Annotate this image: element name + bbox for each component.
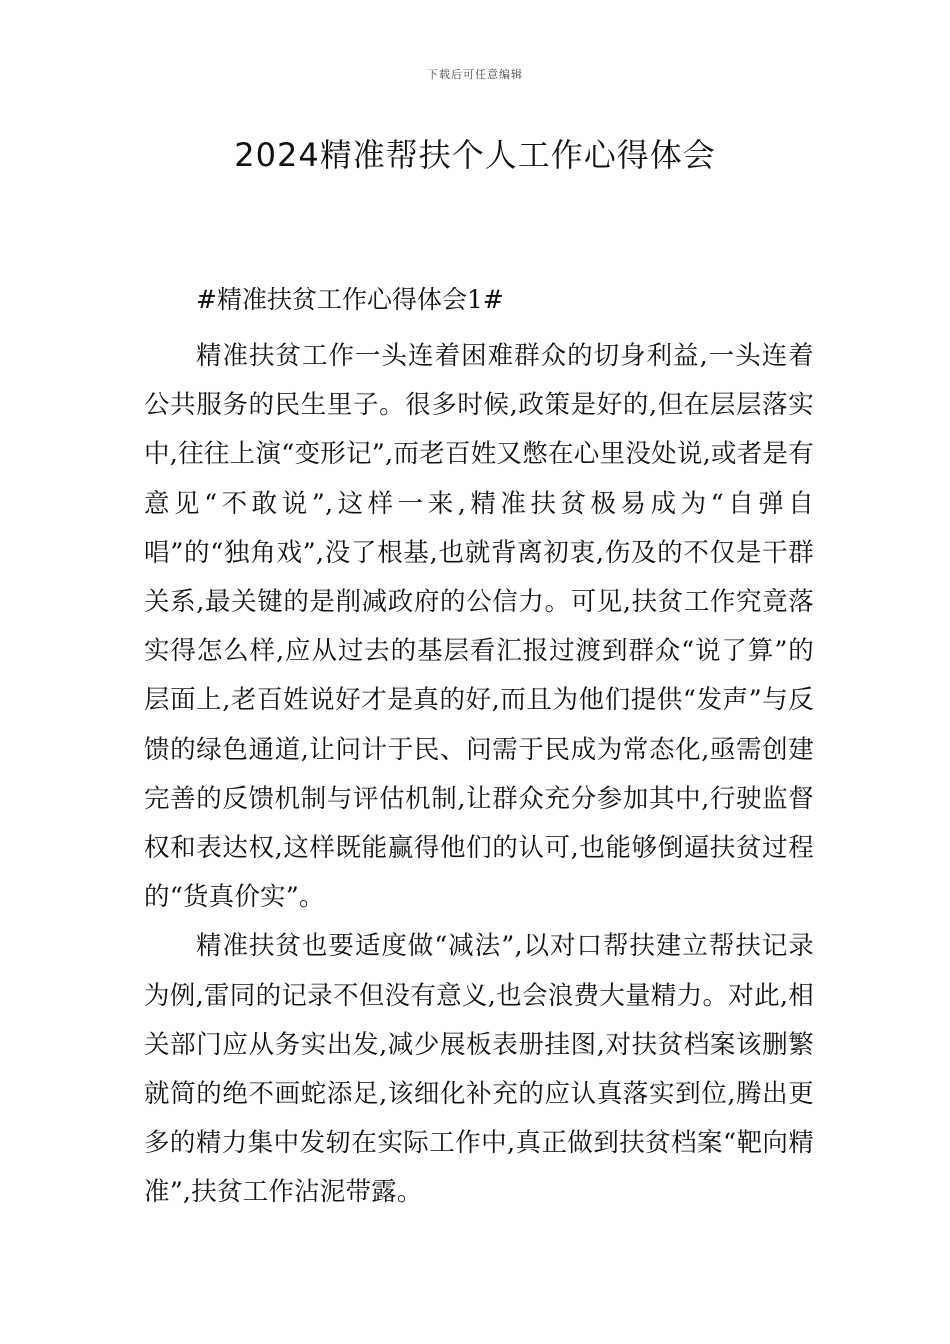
paragraph-1: 精准扶贫工作一头连着困难群众的切身利益,一头连着公共服务的民生里子。很多时候,政策是好的,但在层层落实中,往往上演“变形记”,而老百姓又憋在心里没处说,或者是有意见“不敢说”,这样一来,精准扶贫极易成为“自弹自唱”的“独角戏”,没了根基,也就背离初衷,伤及的不仅是干群关系,最关键的是削减政府的公信力。可见,扶贫工作究竟落实得怎么样,应从过去的基层看汇报过渡到群众“说了算”的层面上,老百姓说好才是真的好,而且为他们提供“发声”与反馈的绿色通道,让问计于民、问需于民成为常态化,亟需创建完善的反馈机制与评估机制,让群众充分参加其中,行驶监督权和表达权,这样既能赢得他们的认可,也能够倒逼扶贫过程的“货真价实”。 (144, 341, 814, 913)
paragraph-2: 精准扶贫也要适度做“减法”,以对口帮扶建立帮扶记录为例,雷同的记录不但没有意义,也会浪费大量精力。对此,相关部门应从务实出发,减少展板表册挂图,对扶贫档案该删繁就简的绝不画蛇添足,该细化补充的应认真落实到位,腾出更多的精力集中发轫在实际工作中,真正做到扶贫档案“靶向精准”,扶贫工作沾泥带露。 (144, 931, 814, 1208)
document-body (144, 284, 814, 1218)
header-note: 下载后可任意编辑 (427, 68, 523, 81)
section-heading: #精准扶贫工作心得体会1# (196, 285, 504, 314)
document-title: 2024精准帮扶个人工作心得体会 (234, 136, 716, 174)
